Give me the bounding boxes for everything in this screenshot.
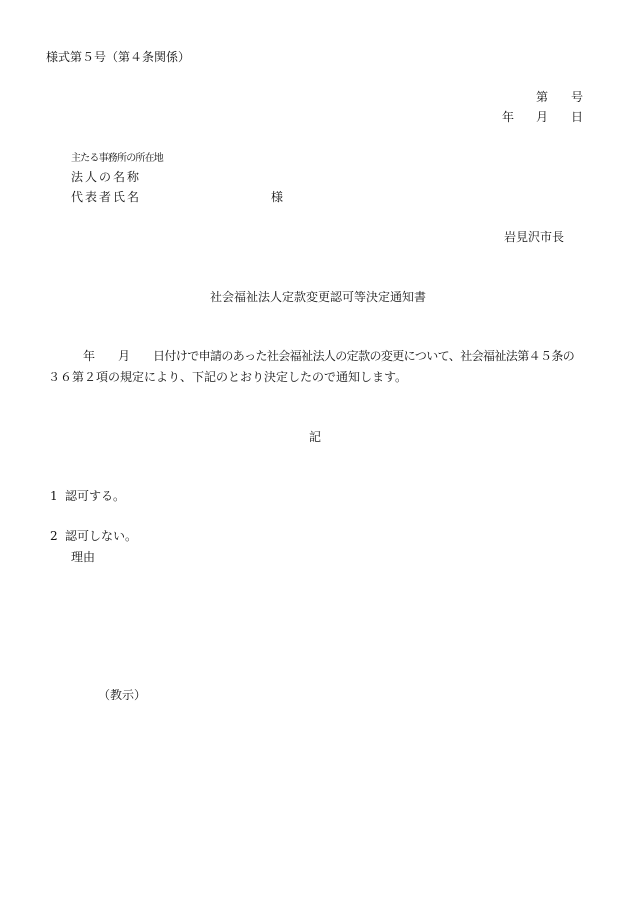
form-label: 様式第５号（第４条関係）: [46, 50, 191, 64]
body-month: 月: [118, 349, 131, 363]
date-year: 年: [502, 110, 515, 124]
item-2-text: 認可しない。: [65, 529, 138, 543]
body-line1: 日付けで申請のあった社会福祉法人の定款の変更について、社会福祉法第４５条の: [153, 349, 575, 363]
addressee-corp-name: 法人の名称: [71, 170, 142, 184]
item-2-number: 2: [50, 529, 58, 543]
instruction-label: （教示）: [98, 688, 147, 702]
date-month: 月: [536, 110, 549, 124]
item-1-number: 1: [50, 489, 58, 503]
document-number-prefix: 第: [536, 90, 549, 104]
body-year: 年: [83, 349, 96, 363]
issuer: 岩見沢市長: [504, 230, 565, 244]
addressee-honorific: 様: [271, 190, 284, 204]
document-title: 社会福祉法人定款変更認可等決定通知書: [210, 290, 427, 304]
addressee-representative: 代表者氏名: [71, 190, 142, 204]
reason-label: 理由: [71, 550, 96, 564]
addressee-office-location: 主たる事務所の所在地: [71, 153, 163, 164]
document-number-suffix: 号: [571, 90, 584, 104]
body-line2: ３６第２項の規定により、下記のとおり決定したので通知します。: [48, 370, 408, 384]
date-day: 日: [571, 110, 584, 124]
ki-heading: 記: [309, 430, 322, 444]
item-1-text: 認可する。: [65, 489, 126, 503]
